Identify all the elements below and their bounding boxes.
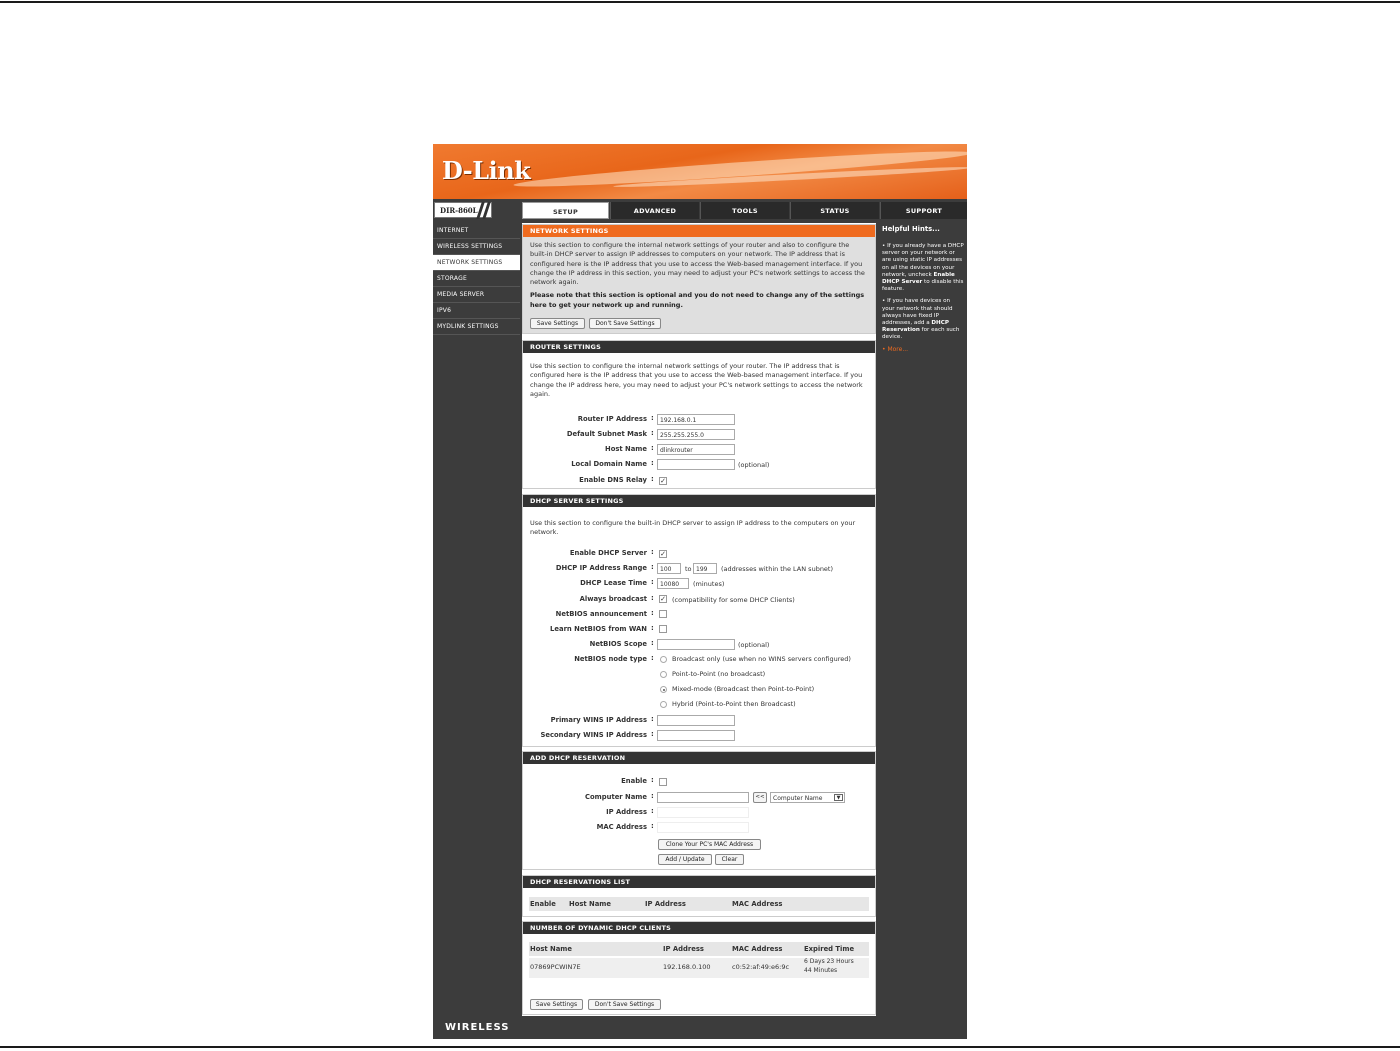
netbios-announcement-checkbox[interactable] [659, 610, 667, 618]
client-host-cell: 07869PCWIN7E [530, 963, 581, 971]
section-title: NETWORK SETTINGS [523, 225, 875, 237]
reservations-table-header [529, 897, 869, 911]
computer-name-input[interactable] [657, 792, 749, 803]
dont-save-settings-button[interactable]: Don't Save Settings [588, 999, 661, 1010]
router-settings-section [522, 340, 876, 489]
sidebar-item-wireless-settings[interactable]: WIRELESS SETTINGS [433, 239, 520, 255]
tab-support[interactable]: SUPPORT [880, 202, 967, 219]
sidebar-item-ipv6[interactable]: IPV6 [433, 303, 520, 319]
model-label: DIR-860L [434, 202, 492, 218]
column-header: Expired Time [804, 945, 855, 953]
always-broadcast-checkbox[interactable]: ✓ [660, 595, 666, 603]
range-to-label: to [685, 565, 692, 573]
colon: : [651, 776, 654, 784]
colon: : [651, 792, 654, 800]
secondary-wins-input[interactable] [657, 730, 735, 741]
node-type-radio[interactable] [660, 686, 667, 693]
sidebar [433, 223, 520, 335]
reservations-list-section [522, 875, 876, 917]
enable-dhcp-label: Enable DHCP Server [569, 549, 647, 557]
dhcp-description: Use this section to configure the built-in DHCP server to assign IP address to the computers on your network. [530, 519, 856, 537]
node-option-label: Broadcast only (use when no WINS servers configured) [672, 655, 851, 663]
subnet-mask-label: Default Subnet Mask [566, 430, 647, 438]
column-header: MAC Address [732, 945, 783, 953]
tab-setup[interactable]: SETUP [522, 202, 609, 219]
colon: : [651, 429, 654, 437]
sidebar-item-mydlink-settings[interactable]: MYDLINK SETTINGS [433, 319, 520, 335]
dhcp-reservation-section [522, 751, 876, 870]
clients-table-header [529, 942, 869, 956]
colon: : [651, 639, 654, 647]
netbios-scope-input[interactable] [657, 639, 735, 650]
network-description: Use this section to configure the internal network settings of your router and also to configure the built-in DHCP server to assign IP addresses to computers on your network. The IP address that is configured here is the IP address that you use to access the Web-based management interface. If you change the IP address in this section, you may need to adjust your PC's network settings to access the network again. [530, 241, 865, 287]
column-header: IP Address [663, 945, 704, 953]
colon: : [651, 414, 654, 422]
netbios-scope-label: NetBIOS Scope [589, 640, 647, 648]
node-type-radio[interactable] [660, 701, 667, 708]
dns-relay-label: Enable DNS Relay [579, 476, 647, 484]
range-start-input[interactable]: 100 [657, 563, 681, 574]
section-title: ROUTER SETTINGS [523, 341, 875, 353]
colon: : [651, 807, 654, 815]
colon: : [651, 594, 654, 602]
add-update-button[interactable]: Add / Update [658, 854, 712, 865]
optional-note: Please note that this section is optional and you do not need to change any of the settings here to get your network up and running. [530, 291, 865, 309]
lease-time-label: DHCP Lease Time [580, 579, 647, 587]
column-header: IP Address [645, 900, 686, 908]
column-header: Host Name [530, 945, 572, 953]
node-option-label: Mixed-mode (Broadcast then Point-to-Point) [672, 685, 815, 693]
tab-status[interactable]: STATUS [790, 202, 879, 219]
footer-bar [433, 1016, 967, 1039]
select-value: Computer Name [773, 795, 823, 802]
router-description: Use this section to configure the internal network settings of your router. The IP address that is configured here is the IP address that you use to access the Web-based management interface. If you change the IP address here, you may need to adjust your PC's network settings to access the network again. [530, 362, 863, 398]
hints-title: Helpful Hints... [882, 225, 940, 233]
lease-note: (minutes) [693, 580, 725, 588]
router-ip-input[interactable]: 192.168.0.1 [657, 414, 735, 425]
hint-dhcp-server: • If you already have a DHCP server on your network or are using static IP addresses on all the devices on your network, uncheck Enable DHCP Server to disable this feature. [882, 243, 964, 293]
top-navigation [433, 201, 967, 219]
clone-mac-button[interactable]: Clone Your PC's MAC Address [658, 839, 761, 850]
primary-wins-input[interactable] [657, 715, 735, 726]
column-header: Enable [530, 900, 556, 908]
hint-dhcp-reservation: • If you have devices on your network that should always have fixed IP addresses, add a DHCP Reservation for each such device. [882, 298, 960, 341]
bullet-icon: • [882, 243, 888, 249]
reservation-mac-label: MAC Address [596, 823, 647, 831]
secondary-wins-label: Secondary WINS IP Address [540, 731, 647, 739]
client-ip-cell: 192.168.0.100 [663, 963, 711, 971]
reservation-ip-label: IP Address [606, 808, 647, 816]
colon: : [651, 609, 654, 617]
colon: : [651, 730, 654, 738]
router-ip-label: Router IP Address [577, 415, 647, 423]
colon: : [651, 654, 654, 662]
header-banner [433, 144, 967, 199]
colon: : [651, 444, 654, 452]
lease-time-input[interactable]: 10080 [657, 578, 689, 589]
primary-wins-label: Primary WINS IP Address [550, 716, 647, 724]
reservation-mac-input[interactable] [657, 822, 749, 833]
colon: : [651, 459, 654, 467]
reservation-enable-label: Enable [621, 777, 647, 785]
tab-advanced[interactable]: ADVANCED [610, 202, 699, 219]
dlink-logo: D-Link [442, 156, 531, 185]
save-settings-button[interactable]: Save Settings [530, 999, 583, 1010]
node-option-label: Point-to-Point (no broadcast) [672, 670, 766, 678]
copy-name-button[interactable]: << [753, 792, 767, 803]
scope-optional-label: (optional) [738, 641, 770, 649]
colon: : [651, 624, 654, 632]
node-type-radio[interactable] [660, 656, 667, 663]
node-option-label: Hybrid (Point-to-Point then Broadcast) [672, 700, 796, 708]
dhcp-server-section [522, 494, 876, 747]
range-end-input[interactable]: 199 [693, 563, 717, 574]
sidebar-item-network-settings[interactable]: NETWORK SETTINGS [433, 255, 520, 271]
helpful-hints-panel [880, 223, 966, 383]
computer-name-select[interactable] [770, 792, 845, 803]
bullet-icon: • [882, 298, 888, 305]
learn-netbios-checkbox[interactable] [659, 625, 667, 633]
netbios-announcement-label: NetBIOS announcement [555, 610, 647, 618]
router-admin-screenshot [433, 144, 967, 1039]
page-top-rule [0, 1, 1400, 3]
dhcp-range-label: DHCP IP Address Range [555, 564, 647, 572]
page-bottom-rule [0, 1046, 1400, 1048]
broadcast-note: (compatibility for some DHCP Clients) [672, 596, 795, 604]
colon: : [651, 715, 654, 723]
node-type-radio[interactable] [660, 671, 667, 678]
enable-dhcp-checkbox[interactable]: ✓ [660, 550, 666, 558]
section-title: DHCP RESERVATIONS LIST [523, 876, 875, 888]
sidebar-item-media-server[interactable]: MEDIA SERVER [433, 287, 520, 303]
column-header: Host Name [569, 900, 611, 908]
reservation-ip-input[interactable] [657, 807, 749, 818]
clear-button[interactable]: Clear [715, 854, 744, 865]
sidebar-item-storage[interactable]: STORAGE [433, 271, 520, 287]
tab-tools[interactable]: TOOLS [700, 202, 789, 219]
colon: : [651, 578, 654, 586]
table-row [529, 958, 869, 978]
netbios-node-label: NetBIOS node type [574, 655, 647, 663]
save-settings-button[interactable]: Save Settings [530, 318, 585, 329]
client-expire-cell: 44 Minutes [804, 967, 838, 974]
colon: : [651, 822, 654, 830]
client-mac-cell: c0:52:af:49:e6:9c [732, 963, 790, 971]
range-note: (addresses within the LAN subnet) [721, 565, 834, 573]
local-domain-label: Local Domain Name [571, 460, 647, 468]
dont-save-settings-button[interactable]: Don't Save Settings [589, 318, 661, 329]
section-title: ADD DHCP RESERVATION [523, 752, 875, 764]
sidebar-item-internet[interactable]: INTERNET [433, 223, 520, 239]
colon: : [651, 563, 654, 571]
always-broadcast-label: Always broadcast [579, 595, 647, 603]
computer-name-label: Computer Name [585, 793, 647, 801]
colon: : [651, 548, 654, 556]
chevron-down-icon: ▼ [834, 794, 843, 801]
dns-relay-checkbox[interactable]: ✓ [660, 477, 666, 485]
section-title: NUMBER OF DYNAMIC DHCP CLIENTS [523, 922, 875, 934]
subnet-mask-input[interactable]: 255.255.255.0 [657, 429, 735, 440]
colon: : [651, 475, 654, 483]
dhcp-clients-section [522, 921, 876, 1015]
learn-netbios-label: Learn NetBIOS from WAN [550, 625, 647, 633]
column-header: MAC Address [732, 900, 783, 908]
wireless-footer-logo: WIRELESS [445, 1022, 510, 1033]
host-name-input[interactable]: dlinkrouter [657, 444, 735, 455]
client-expire-cell: 6 Days 23 Hours [804, 958, 854, 965]
section-title: DHCP SERVER SETTINGS [523, 495, 875, 507]
local-domain-input[interactable] [657, 459, 735, 470]
more-link[interactable]: • More... [882, 345, 909, 353]
host-name-label: Host Name [605, 445, 647, 453]
slash-decoration [476, 202, 492, 218]
reservation-enable-checkbox[interactable] [659, 778, 667, 786]
network-settings-section [522, 224, 876, 334]
optional-label: (optional) [738, 461, 770, 469]
main-content [522, 223, 876, 1016]
